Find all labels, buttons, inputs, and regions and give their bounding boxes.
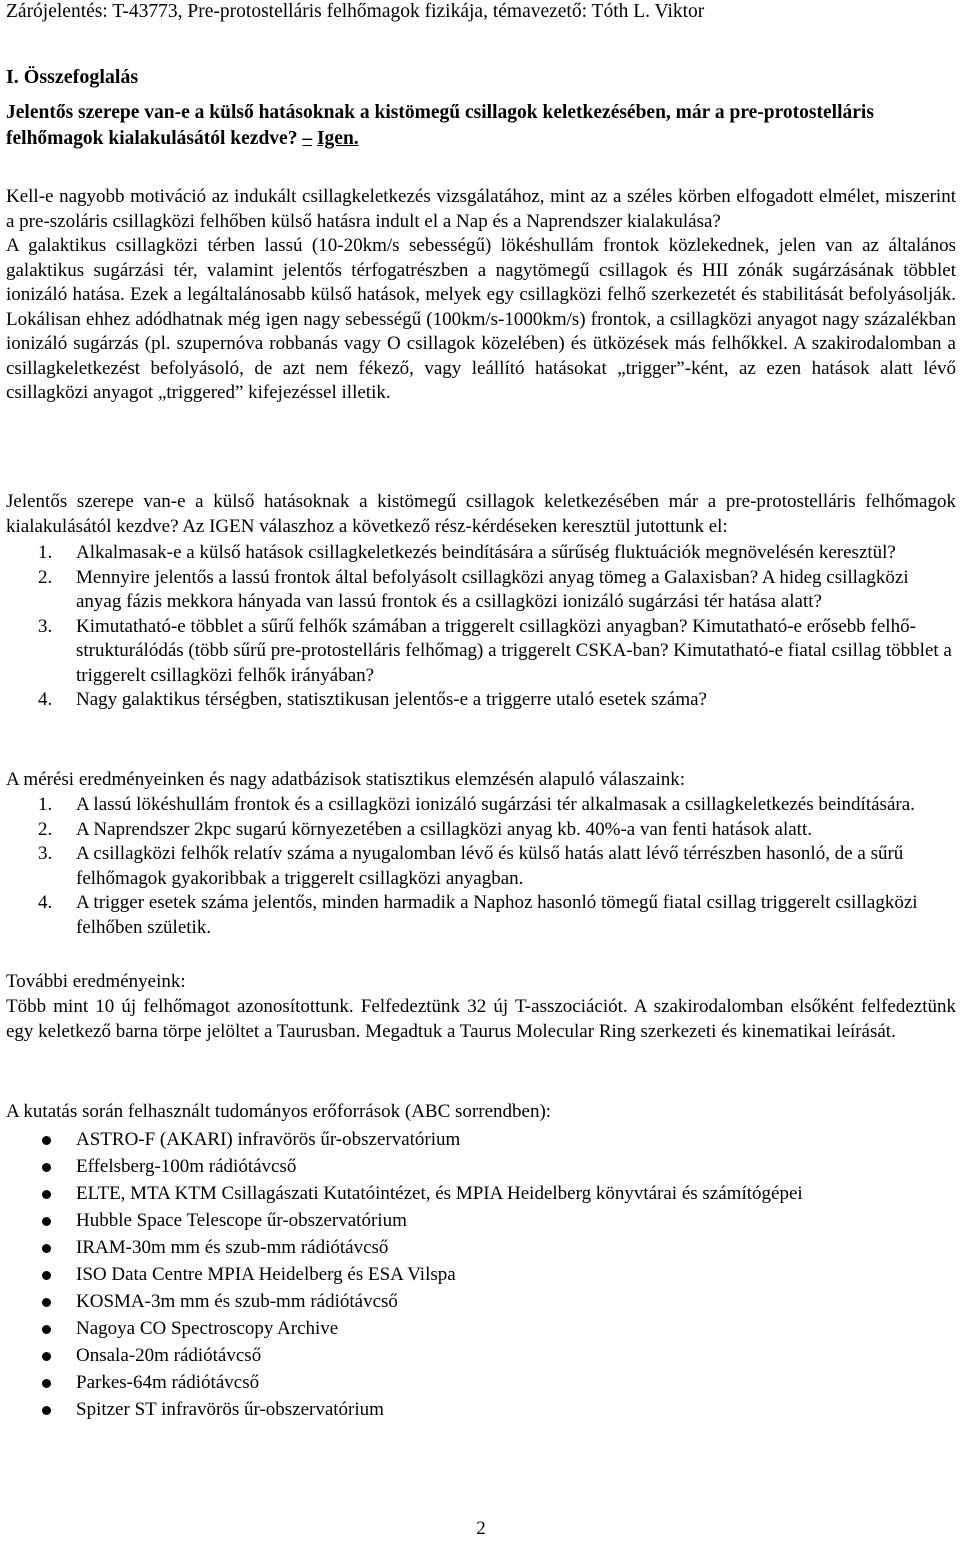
bullet-icon (42, 1244, 51, 1253)
list-item (6, 1261, 956, 1288)
list-item-text: Effelsberg-100m rádiótávcső (76, 1156, 297, 1177)
list-item-number: 1. (38, 794, 53, 815)
list-item (6, 891, 956, 940)
bullet-icon (42, 1298, 51, 1307)
list-item (6, 1342, 956, 1369)
list-item (6, 541, 956, 566)
list-item-number: 2. (38, 818, 53, 840)
bullet-icon (42, 1325, 51, 1334)
list-item-text: A lassú lökéshullám frontok és a csillagközi ionizáló sugárzási tér alkalmasak a csillagkeletkezés beindítására. (76, 794, 915, 815)
list-item-text: ISO Data Centre MPIA Heidelberg és ESA Vilspa (76, 1264, 456, 1285)
list-item-text: KOSMA-3m mm és szub-mm rádiótávcső (76, 1291, 398, 1312)
resources-list (6, 1126, 956, 1423)
list-item-number: 4. (38, 689, 53, 710)
list-item-text: Onsala-20m rádiótávcső (76, 1345, 262, 1366)
paragraph-question-restated: Jelentős szerepe van-e a külső hatásoknak a kistömegű csillagok keletkezésében már a pre-protostelláris felhőmagok kialakulásától kezdve? Az IGEN válaszhoz a következő rész-kérdéseken keresztül jutottunk el: (6, 491, 956, 537)
list-item-text: Parkes-64m rádiótávcső (76, 1372, 260, 1393)
list-item-text: Hubble Space Telescope űr-obszervatórium (76, 1210, 407, 1231)
main-question-dash: – (302, 128, 313, 149)
bullet-icon (42, 1217, 51, 1226)
list-item-number: 1. (38, 542, 53, 563)
list-item-text: Mennyire jelentős a lassú frontok által befolyásolt csillagközi anyag tömeg a Galaxisban? A hideg csillagközi anyag fázis mekkora hányada van lassú frontok és a csillagközi ionizáló sugárzási tér hatása alatt? (76, 566, 909, 612)
list-item (6, 1234, 956, 1261)
list-item (6, 1207, 956, 1234)
list-item (6, 1153, 956, 1180)
paragraph-motivation: Kell-e nagyobb motiváció az indukált csillagkeletkezés vizsgálatához, mint az a széles körben elfogadott elmélet, miszerint a pre-szoláris csillagközi felhőben külső hatásra indult el a Nap és a Naprendszer kialakulása? (6, 186, 956, 232)
bullet-icon (42, 1271, 51, 1280)
list-item-text: ELTE, MTA KTM Csillagászati Kutatóintézet, és MPIA Heidelberg könyvtárai és számítógépei (76, 1183, 803, 1204)
list-item-text: Nagy galaktikus térségben, statisztikusan jelentős-e a triggerre utaló esetek száma? (76, 689, 707, 710)
list-item-number: 3. (38, 615, 53, 637)
resources-title: A kutatás során felhasznált tudományos erőforrások (ABC sorrendben): (6, 1101, 552, 1122)
paragraph-galactic-effects: A galaktikus csillagközi térben lassú (10-20km/s sebességű) lökéshullám frontok közlekednek, jelen van az általános galaktikus sugárzási tér, valamint jelentős térfogatrészben a nagytömegű csillagok és HII zónák sugárzásának többlet ionizáló hatása. Ezek a legáltalánosabb külső hatások, melyek egy csillagközi felhő szerkezetét és stabilitását befolyásolják. Lokálisan ehhez adódhatnak még igen nagy sebességű (100km/s-1000km/s) frontok, a csillagközi anyagot nagy százalékban ionizáló sugárzás (pl. szupernóva robbanás vagy O csillagok közelében) és ütközések más felhőkkel. A szakirodalomban a csillagkeletkezést befolyásoló, de azt nem fékező, vagy leállító hatásokat „trigger”-ként, az ezen hatások alatt lévő csillagközi anyagot „triggered” kifejezéssel illetik. (6, 235, 956, 403)
answers-intro: A mérési eredményeinken és nagy adatbázisok statisztikus elemzésén alapuló válaszaink: (6, 769, 686, 790)
list-item (6, 615, 956, 689)
list-item-text: A Naprendszer 2kpc sugarú környezetében a csillagközi anyag kb. 40%-a van fenti hatások alatt. (76, 818, 812, 840)
main-question-text: Jelentős szerepe van-e a külső hatásoknak a kistömegű csillagok keletkezésében, már a pre-protostelláris felhőmagok kialakulásától kezdve? (6, 102, 874, 149)
main-question-answer: Igen. (316, 128, 359, 149)
bullet-icon (42, 1352, 51, 1361)
list-item-number: 3. (38, 843, 53, 864)
list-item (6, 1288, 956, 1315)
list-item-text: Kimutatható-e többlet a sűrű felhők számában a triggerelt csillagközi anyagban? Kimutatható-e erősebb felhő-strukturálódás (több sűrű pre-protostelláris felhőmag) a triggerelt CSKA-ban? Kimutatható-e fiatal csillag többlet a triggerelt csillagközi felhők irányában? (76, 615, 952, 686)
list-item-number: 2. (38, 566, 53, 588)
answers-list (6, 793, 956, 940)
list-item (6, 793, 956, 818)
list-item-text: Spitzer ST infravörös űr-obszervatórium (76, 1399, 384, 1420)
list-item-text: A csillagközi felhők relatív száma a nyugalomban lévő és külső hatás alatt lévő térrészben hasonló, de a sűrű felhőmagok gyakoribbak a triggerelt csillagközi anyagban. (76, 843, 904, 889)
list-item (6, 842, 956, 891)
list-item (6, 818, 956, 843)
page-number: 2 (476, 1518, 486, 1539)
intro-paragraphs (6, 185, 956, 406)
main-question (6, 100, 956, 152)
bullet-icon (42, 1406, 51, 1415)
bullet-icon (42, 1379, 51, 1388)
list-item (6, 1396, 956, 1423)
bullet-icon (42, 1163, 51, 1172)
bullet-icon (42, 1136, 51, 1145)
list-item-text: ASTRO-F (AKARI) infravörös űr-obszervatórium (76, 1129, 461, 1150)
list-item-text: IRAM-30m mm és szub-mm rádiótávcső (76, 1237, 389, 1258)
further-results-text: Több mint 10 új felhőmagot azonosítottunk. Felfedeztünk 32 új T-asszociációt. A szakirodalomban elsőként felfedeztünk egy keletkező barna törpe jelöltet a Taurusban. Megadtuk a Taurus Molecular Ring szerkezeti és kinematikai leírását. (6, 996, 956, 1042)
list-item (6, 1315, 956, 1342)
further-results-title: További eredményeink: (6, 971, 186, 992)
list-item-number: 4. (38, 892, 53, 913)
list-item (6, 1126, 956, 1153)
list-item (6, 566, 956, 615)
list-item (6, 1369, 956, 1396)
page-header: Zárójelentés: T-43773, Pre-protostelláris felhőmagok fizikája, témavezető: Tóth L. Viktor (6, 1, 705, 22)
list-item-text: Alkalmasak-e a külső hatások csillagkeletkezés beindítására a sűrűség fluktuációk megnövelésén keresztül? (76, 542, 896, 563)
list-item-text: A trigger esetek száma jelentős, minden harmadik a Naphoz hasonló tömegű fiatal csillag triggerelt csillagközi felhőben születik. (76, 892, 918, 938)
section-heading: I. Összefoglalás (6, 66, 139, 88)
bullet-icon (42, 1190, 51, 1199)
list-item (6, 1180, 956, 1207)
sub-questions-list (6, 541, 956, 713)
list-item (6, 688, 956, 713)
list-item-text: Nagoya CO Spectroscopy Archive (76, 1318, 339, 1339)
